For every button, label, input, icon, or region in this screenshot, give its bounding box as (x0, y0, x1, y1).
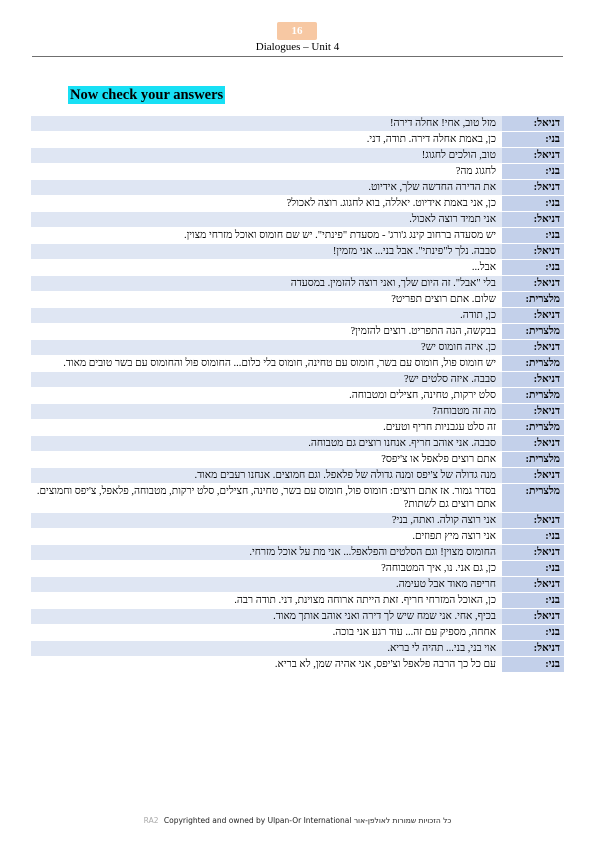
dialogue-row (31, 657, 564, 673)
speaker-label: דניאל: (502, 116, 564, 132)
dialogue-row (31, 545, 564, 561)
dialogue-line: סלט ירקות, טחינה, חצילים ומטבוחה. (31, 388, 502, 404)
speaker-label: בני: (502, 593, 564, 609)
dialogue-row (31, 116, 564, 132)
dialogue-line: אני תמיד רוצה לאכול. (31, 212, 502, 228)
dialogue-line: אני רוצה קולה. ואתה, בני? (31, 513, 502, 529)
speaker-label: דניאל: (502, 641, 564, 657)
dialogue-line: זה סלט עגבניות חריף וטעים. (31, 420, 502, 436)
speaker-label: דניאל: (502, 244, 564, 260)
dialogue-row (31, 484, 564, 513)
speaker-label: בני: (502, 625, 564, 641)
dialogue-row (31, 356, 564, 372)
dialogue-row (31, 244, 564, 260)
footer-text: Copyrighted and owned by Ulpan-Or International כל הזכויות שמורות לאולפן-אור (163, 816, 452, 825)
dialogue-row (31, 404, 564, 420)
dialogue-line: אבל... (31, 260, 502, 276)
dialogue-row (31, 452, 564, 468)
dialogue-line: בלי "אבל". זה היום שלך, ואני רוצה להזמין. במסעדה (31, 276, 502, 292)
dialogue-line: כן, גם אני. נו, איך המטבוחה? (31, 561, 502, 577)
dialogue-row (31, 180, 564, 196)
dialogue-row (31, 420, 564, 436)
dialogue-line: חריפה מאוד אבל טעימה. (31, 577, 502, 593)
dialogue-line: אחחה, מספיק עם זה... עוד רגע אני בוכה. (31, 625, 502, 641)
speaker-label: מלצרית: (502, 292, 564, 308)
speaker-label: מלצרית: (502, 356, 564, 372)
speaker-label: דניאל: (502, 340, 564, 356)
speaker-label: מלצרית: (502, 484, 564, 513)
header-divider (32, 56, 563, 57)
dialogue-row (31, 625, 564, 641)
dialogue-line: בסדר גמור. אז אתם רוצים: חומוס פול, חומוס עם בשר, טחינה, חצילים, סלט ירקות, מטבוחה, פלאפל, צ'יפס וחמוצים. אתם רוצים גם לשתות? (31, 484, 502, 513)
speaker-label: מלצרית: (502, 420, 564, 436)
dialogue-line: מה זה מטבוחה? (31, 404, 502, 420)
speaker-label: דניאל: (502, 212, 564, 228)
dialogue-line: עם כל כך הרבה פלאפל וצ'יפס, אני אהיה שמן, לא בריא. (31, 657, 502, 673)
dialogue-row (31, 292, 564, 308)
dialogue-row (31, 388, 564, 404)
dialogue-line: לחגוג מה? (31, 164, 502, 180)
dialogue-row (31, 468, 564, 484)
dialogue-row (31, 340, 564, 356)
speaker-label: דניאל: (502, 577, 564, 593)
dialogue-row (31, 641, 564, 657)
dialogue-row (31, 228, 564, 244)
speaker-label: דניאל: (502, 180, 564, 196)
dialogue-row (31, 577, 564, 593)
speaker-label: מלצרית: (502, 324, 564, 340)
dialogue-row (31, 132, 564, 148)
dialogue-line: מנה גדולה של צ'יפס ומנה גדולה של פלאפל. וגם חמוצים. אנחנו רעבים מאוד. (31, 468, 502, 484)
dialogue-line: יש מסעדה ברחוב קינג ג'ורג' - מסעדת "פינתי". יש שם חומוס ואוכל מזרחי מצוין. (31, 228, 502, 244)
dialogue-row (31, 513, 564, 529)
footer-copyright (0, 816, 595, 825)
speaker-label: בני: (502, 228, 564, 244)
dialogue-row (31, 372, 564, 388)
speaker-label: דניאל: (502, 436, 564, 452)
speaker-label: בני: (502, 529, 564, 545)
speaker-label: מלצרית: (502, 452, 564, 468)
footer-code: RA2 (143, 816, 159, 825)
dialogue-row (31, 561, 564, 577)
page-header-title: Dialogues – Unit 4 (255, 41, 340, 53)
dialogue-line: אני רוצה מיץ תפוזים. (31, 529, 502, 545)
dialogue-line: כן, באמת אחלה דירה. תודה, דני. (31, 132, 502, 148)
dialogue-line: את הדירה החדשה שלך, אידיוט. (31, 180, 502, 196)
dialogue-row (31, 308, 564, 324)
dialogue-line: טוב, הולכים לחגוג! (31, 148, 502, 164)
dialogue-line: בבקשה, הנה התפריט. רוצים להזמין? (31, 324, 502, 340)
dialogue-row (31, 529, 564, 545)
speaker-label: דניאל: (502, 372, 564, 388)
speaker-label: דניאל: (502, 404, 564, 420)
speaker-label: בני: (502, 132, 564, 148)
dialogue-line: כן. איזה חומוס יש? (31, 340, 502, 356)
speaker-label: בני: (502, 657, 564, 673)
dialogue-line: בכיף, אחי. אני שמח שיש לך דירה ואני אוהב אותך מאוד. (31, 609, 502, 625)
dialogue-line: כן, האוכל המזרחי חריף. זאת הייתה ארוחה מצוינת, דני. תודה רבה. (31, 593, 502, 609)
dialogue-row (31, 260, 564, 276)
dialogue-line: אתם רוצים פלאפל או צ'יפס? (31, 452, 502, 468)
dialogue-row (31, 276, 564, 292)
dialogue-row (31, 436, 564, 452)
speaker-label: בני: (502, 164, 564, 180)
dialogue-line: כן, תודה. (31, 308, 502, 324)
dialogue-row (31, 148, 564, 164)
dialogue-row (31, 324, 564, 340)
page-number-badge: 16 (277, 22, 317, 40)
dialogue-line: יש חומוס פול, חומוס עם בשר, חומוס עם טחינה, חומוס בלי כלום... החומוס פול והחומוס עם בשר טובים מאוד. (31, 356, 502, 372)
dialogue-row (31, 196, 564, 212)
section-heading: Now check your answers (70, 87, 224, 103)
dialogue-line: סבבה. נלך ל"פינתי". אבל בני... אני מזמין! (31, 244, 502, 260)
speaker-label: בני: (502, 561, 564, 577)
dialogue-row (31, 593, 564, 609)
speaker-label: בני: (502, 260, 564, 276)
dialogue-row (31, 164, 564, 180)
speaker-label: דניאל: (502, 609, 564, 625)
dialogue-line: החומוס מצוין! וגם הסלטים והפלאפל... אני מת על אוכל מזרחי. (31, 545, 502, 561)
speaker-label: דניאל: (502, 308, 564, 324)
speaker-label: דניאל: (502, 148, 564, 164)
dialogue-line: מזל טוב, אחי! אחלה דירה! (31, 116, 502, 132)
dialogue-line: סבבה. אני אוהב חריף. אנחנו רוצים גם מטבוחה. (31, 436, 502, 452)
speaker-label: בני: (502, 196, 564, 212)
dialogue-table (31, 116, 564, 673)
speaker-label: דניאל: (502, 545, 564, 561)
dialogue-row (31, 609, 564, 625)
dialogue-line: אוי בני, בני... תהיה לי בריא. (31, 641, 502, 657)
speaker-label: דניאל: (502, 513, 564, 529)
dialogue-line: כן, אני באמת אידיוט. יאללה, בוא לחגוג. רוצה לאכול? (31, 196, 502, 212)
dialogue-line: שלום. אתם רוצים תפריט? (31, 292, 502, 308)
speaker-label: דניאל: (502, 276, 564, 292)
speaker-label: דניאל: (502, 468, 564, 484)
speaker-label: מלצרית: (502, 388, 564, 404)
dialogue-row (31, 212, 564, 228)
dialogue-line: סבבה. איזה סלטים יש? (31, 372, 502, 388)
